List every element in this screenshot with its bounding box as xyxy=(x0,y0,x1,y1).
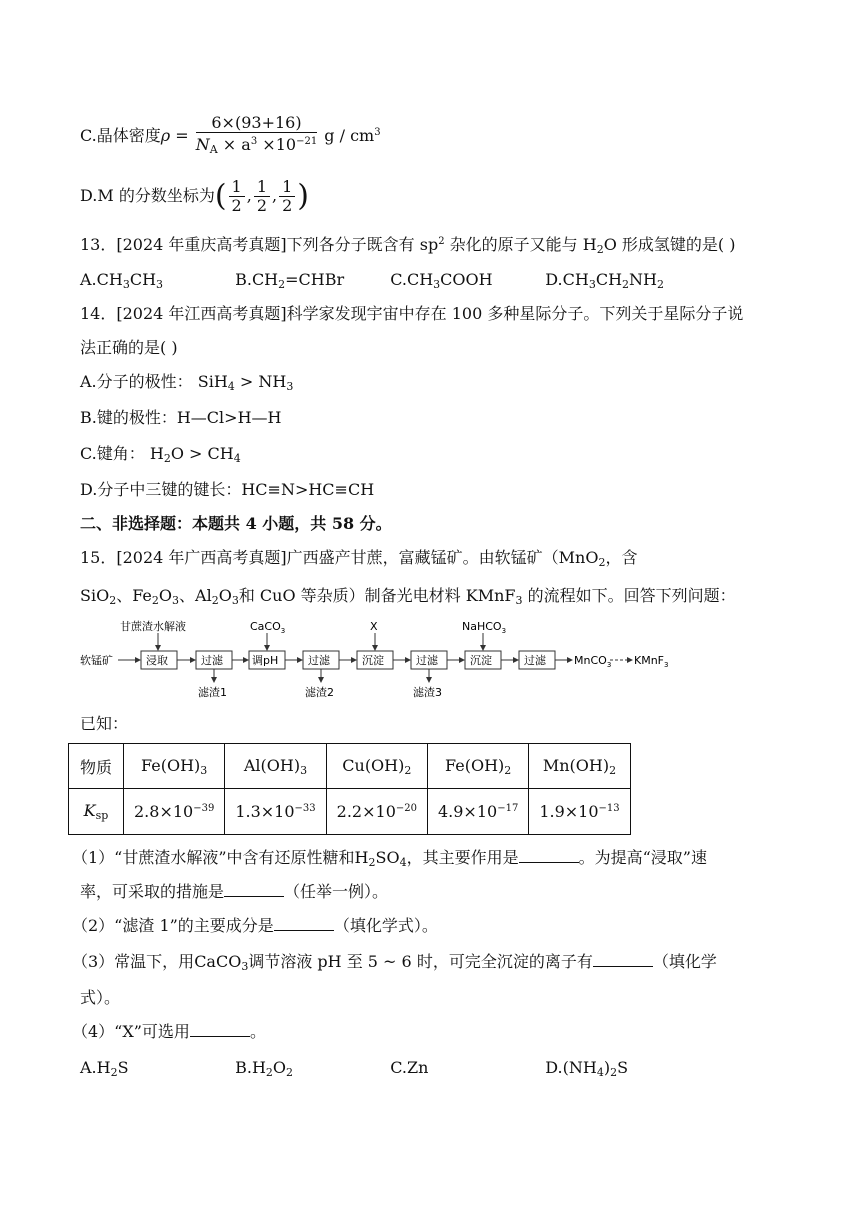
option-c-density: C.晶体密度ρ = $\frac{6\times(93+16)}{N_A \times a^3 \times 10^{-21}}$ g / $cm^3$ xyxy=(80,114,381,159)
question-13-stem: 13．[2024 年重庆高考真题]下列各分子既含有 $sp^2$ 杂化的原子又能与 $H_2O$ 形成氢键的是( ) xyxy=(80,235,736,256)
question-13-options xyxy=(80,268,664,297)
sub-question-3-line1: （3）常温下，用CaCO$_3$调节溶液 pH 至 5 ~ 6 时，可完全沉淀的离子有 （填化学 xyxy=(72,952,717,973)
ksp-table xyxy=(68,743,631,835)
section-title: 二、非选择题：本题共 4 小题，共 58 分。 xyxy=(80,514,392,533)
process-flowchart xyxy=(80,618,700,702)
sub-question-2: （2）“滤渣 1”的主要成分是 （填化学式）。 xyxy=(72,916,438,935)
answer-blank[interactable] xyxy=(224,882,284,897)
q13-option-d[interactable]: $D.CH_3CH_2NH_2$ xyxy=(545,270,664,291)
q15-4-option-d[interactable]: $D.(NH_4)_2S$ xyxy=(545,1058,629,1079)
svg-text:过滤: 过滤 xyxy=(524,654,546,667)
flow-reagent-4: NaHCO$_3$ xyxy=(462,620,507,635)
question-15-stem-line2: SiO$_2$、$Fe_2O_3$、$Al_2O_3$和 CuO 等杂质）制备光电材料 KMnF$_3$ 的流程如下。回答下列问题： xyxy=(80,586,736,607)
q15-4-option-c[interactable]: C.Zn xyxy=(390,1058,429,1077)
flow-reagent-3: X xyxy=(370,620,378,633)
answer-blank[interactable] xyxy=(190,1022,250,1037)
flow-residue-2: 滤渣2 xyxy=(305,686,334,699)
answer-blank[interactable] xyxy=(519,848,579,863)
q14-option-d[interactable]: D.分子中三键的键长：HC≡N>HC≡CH xyxy=(80,480,375,499)
svg-text:调pH: 调pH xyxy=(252,654,279,667)
sub-question-3-line2: 式）。 xyxy=(80,988,121,1007)
flow-product-1: MnCO$_3$ xyxy=(574,654,612,669)
q14-option-a[interactable]: A.分子的极性： $SiH_4 > NH_3$ xyxy=(80,372,294,393)
answer-blank[interactable] xyxy=(274,916,334,931)
flow-residue-3: 滤渣3 xyxy=(413,686,442,699)
q15-4-option-a[interactable]: $A.H_2S$ xyxy=(80,1058,129,1079)
sub-question-4-options xyxy=(80,1056,628,1085)
table-row: $K_{sp}$ $2.8\times 10^{-39}$ $1.3\times 10^{-33}$ $2.2\times 10^{-20}$ $4.9\times 10^{-17}$ $1.9\times 10^{-13}$ xyxy=(69,789,631,835)
q13-option-c[interactable]: $C.CH_3COOH$ xyxy=(390,270,493,291)
svg-text:过滤: 过滤 xyxy=(201,654,223,667)
q14-option-b[interactable]: B.键的极性：H—Cl>H—H xyxy=(80,408,282,427)
answer-blank[interactable] xyxy=(593,952,653,967)
question-15-stem-line1: 15．[2024 年广西高考真题]广西盛产甘蔗，富藏锰矿。由软锰矿（MnO$_2$，含 xyxy=(80,548,638,569)
q14-option-c[interactable]: C.键角： $H_2O > CH_4$ xyxy=(80,444,241,465)
q15-4-option-b[interactable]: $B.H_2O_2$ xyxy=(235,1058,294,1079)
sub-question-1-line2: 率，可采取的措施是 （任举一例）。 xyxy=(80,882,389,901)
svg-text:过滤: 过滤 xyxy=(308,654,330,667)
q13-option-a[interactable]: $A.CH_3CH_3$ xyxy=(80,270,164,291)
q13-option-b[interactable]: $B.CH_2=CHBr$ xyxy=(235,270,345,291)
question-14-stem-line1: 14．[2024 年江西高考真题]科学家发现宇宙中存在 100 多种星际分子。下列关于星际分子说 xyxy=(80,304,744,323)
flow-start-label: 软锰矿 xyxy=(80,654,113,667)
flow-residue-1: 滤渣1 xyxy=(198,686,227,699)
table-row: 物质 $Fe(OH)_3$ $Al(OH)_3$ $Cu(OH)_2$ $Fe(OH)_2$ $Mn(OH)_2$ xyxy=(69,744,631,789)
known-label: 已知： xyxy=(80,714,129,733)
svg-text:浸取: 浸取 xyxy=(146,654,168,667)
svg-text:过滤: 过滤 xyxy=(416,654,438,667)
sub-question-1-line1: （1）“甘蔗渣水解液”中含有还原性糖和$H_2SO_4$，其主要作用是 。为提高“浸取”速 xyxy=(72,848,707,869)
flow-reagent-2: CaCO$_3$ xyxy=(250,620,286,635)
svg-text:沉淀: 沉淀 xyxy=(470,654,492,667)
sub-question-4: （4）“X”可选用 。 xyxy=(72,1022,266,1041)
svg-text:沉淀: 沉淀 xyxy=(362,654,384,667)
flow-reagent-1: 甘蔗渣水解液 xyxy=(120,620,186,633)
option-d-coordinates: D.M 的分数坐标为( $\frac{1}{2}$ , $\frac{1}{2}$ , $\frac{1}{2}$ ) xyxy=(80,177,310,215)
flow-product-2: KMnF$_3$ xyxy=(634,654,669,669)
question-14-stem-line2: 法正确的是( ) xyxy=(80,338,178,357)
density-fraction: $\frac{6\times(93+16)}{N_A \times a^3 \times 10^{-21}}$ xyxy=(195,113,318,156)
